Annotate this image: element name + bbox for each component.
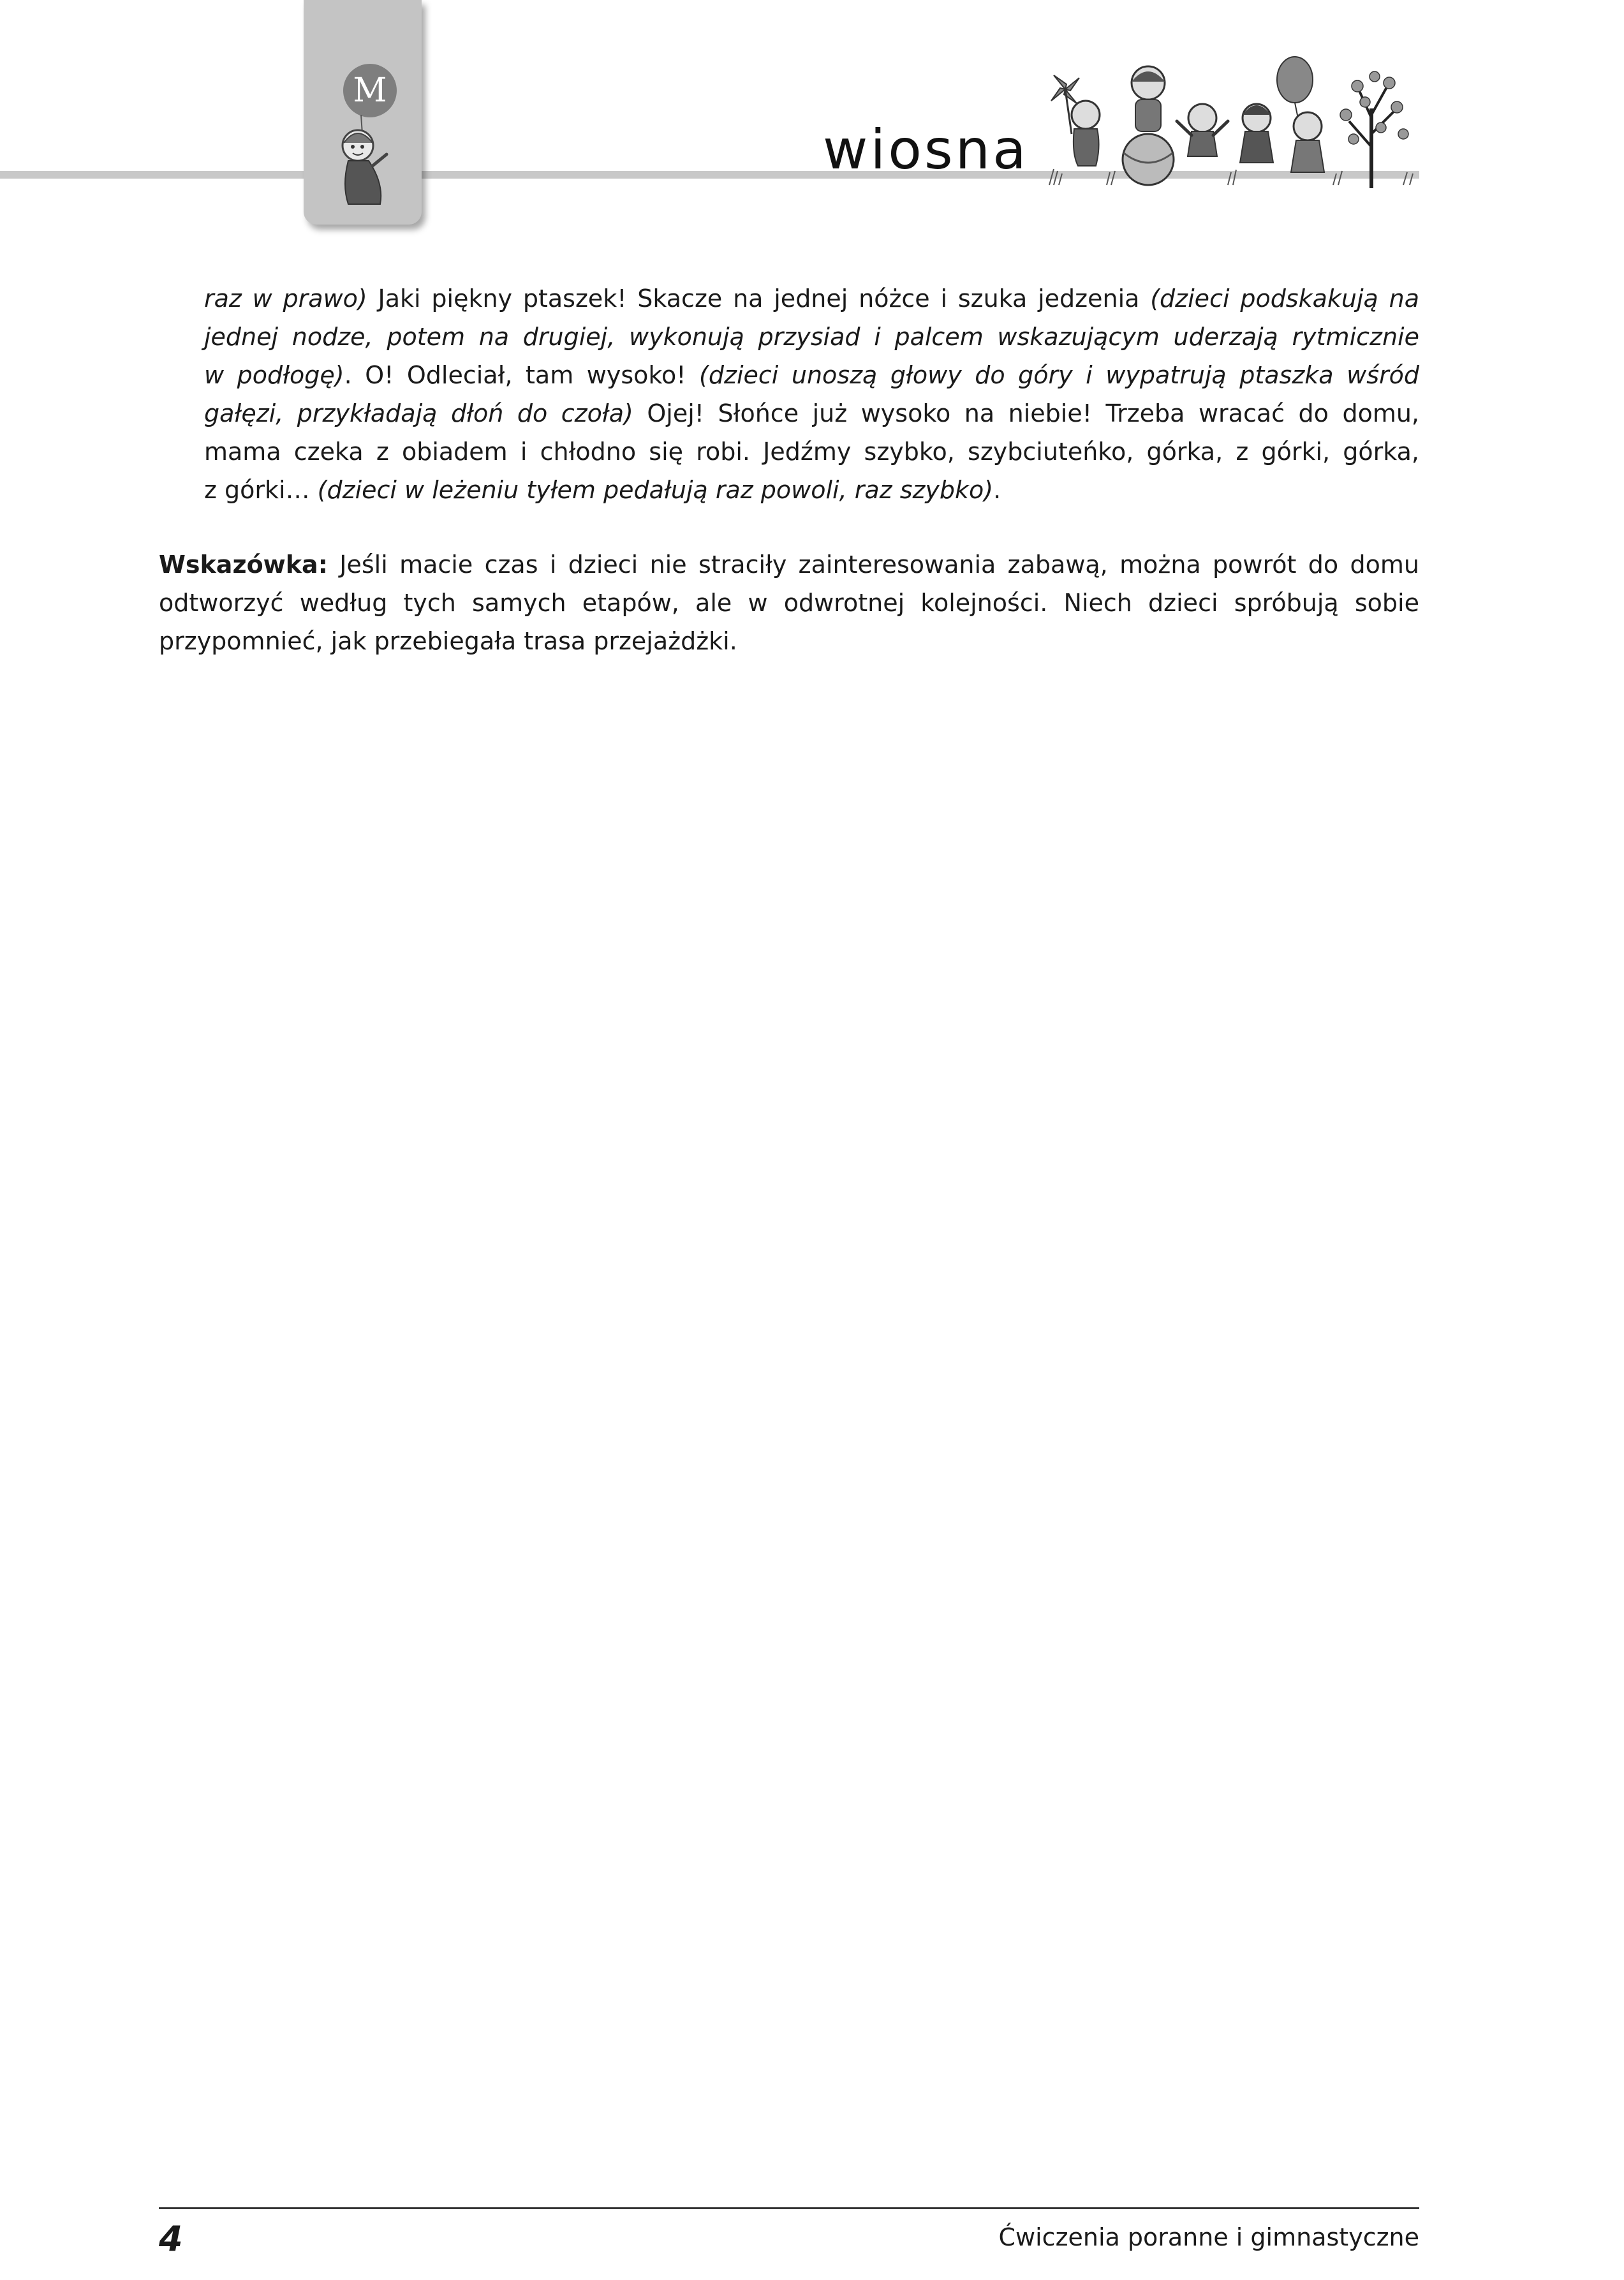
text-line	[204, 318, 1419, 356]
chapter-letter-badge: M	[343, 64, 397, 117]
italic-instruction: (dzieci podskakują na	[1150, 285, 1420, 313]
italic-instruction: w podłogę)	[204, 361, 344, 389]
footer-book-title: Ćwiczenia poranne i gimnastyczne	[998, 2223, 1419, 2251]
italic-instruction: gałęzi, przykładają dłoń do czoła)	[204, 399, 633, 427]
italic-instruction: jednej nodze, potem na drugiej, wykonują przysiad i palcem wskazującym uderzają rytmicznie	[204, 323, 1419, 351]
hint-paragraph	[159, 545, 1419, 660]
italic-instruction: (dzieci unoszą głowy do góry i wypatrują ptaszka wśród	[699, 361, 1419, 389]
page-number: 4	[159, 2219, 183, 2259]
text-line	[204, 394, 1419, 433]
narration-text: . O! Odleciał, tam wysoko!	[344, 361, 700, 389]
text-line	[204, 356, 1419, 394]
narration-text: mama czeka z obiadem i chłodno się robi. Jedźmy szybko, szybciuteńko, górka, z górki, górka,	[204, 438, 1419, 466]
text-line	[204, 279, 1419, 318]
narration-text: Jaki piękny ptaszek! Skacze na jednej nóżce i szuka jedzenia	[367, 285, 1151, 313]
text-line	[204, 433, 1419, 471]
italic-instruction: (dzieci w leżeniu tyłem pedałują raz powoli, raz szybko)	[317, 476, 994, 504]
italic-instruction: raz w prawo)	[204, 285, 367, 313]
narration-text: z górki…	[204, 476, 318, 504]
chapter-title: wiosna	[823, 118, 1029, 182]
hint-label: Wskazówka:	[159, 551, 328, 579]
narration-text: Ojej! Słońce już wysoko na niebie! Trzeba wracać do domu,	[633, 399, 1420, 427]
girl-with-balloon-icon	[323, 115, 406, 211]
children-illustration-icon	[1046, 51, 1419, 188]
exercise-text	[204, 279, 1419, 509]
hint-text: Jeśli macie czas i dzieci nie straciły zainteresowania zabawą, można powrót do domu odtworzyć według tych samych etapów, ale w odwrotnej kolejności. Niech dzieci spróbują sobie przypomnieć, jak przebiegała trasa przejażdżki.	[159, 551, 1419, 655]
chapter-tab	[304, 0, 422, 225]
footer-rule	[159, 2207, 1419, 2209]
text-line	[204, 471, 1419, 509]
narration-text: .	[993, 476, 1001, 504]
